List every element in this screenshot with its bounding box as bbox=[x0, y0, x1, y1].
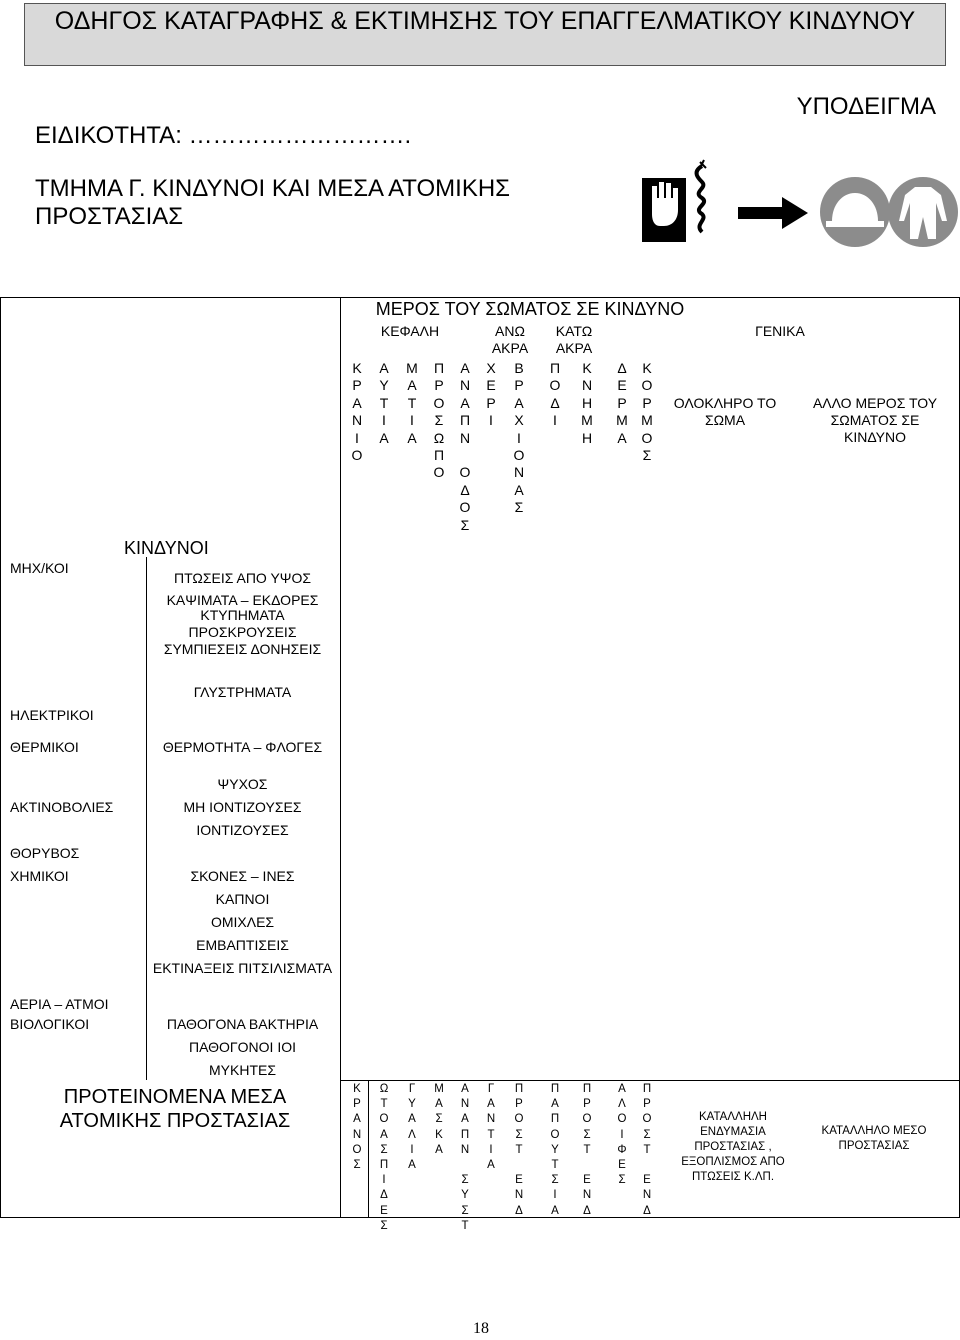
header-column-2: Μ Α Τ Ι Α bbox=[406, 360, 418, 446]
ppe-column-1: Ω Τ Ο Α Σ Π Ι Δ Ε Σ bbox=[379, 1083, 389, 1232]
ppe-column-8: Π Ρ Ο Σ Τ Ε Ν Δ bbox=[582, 1083, 592, 1217]
page-title: ΟΔΗΓΟΣ ΚΑΤΑΓΡΑΦΗΣ & ΕΚΤΙΜΗΣΗΣ ΤΟΥ ΕΠΑΓΓΕΛΜΑΤΙΚΟΥ ΚΙΝΔΥΝΟΥ bbox=[54, 7, 916, 35]
ppe-general: ΚΑΤΑΛΛΗΛΗ ΕΝΔΥΜΑΣΙΑ ΠΡΟΣΤΑΣΙΑΣ , ΕΞΟΠΛΙΣΜΟΣ ΑΠΟ ΠΤΩΣΕΙΣ Κ.ΛΠ. bbox=[681, 1111, 785, 1183]
header-other-part: ΑΛΛΟ ΜΕΡΟΣ ΤΟΥ ΣΩΜΑΤΟΣ ΣΕ ΚΙΝΔΥΝΟ bbox=[812, 395, 938, 445]
ppe-column-9: Α Λ Ο Ι Φ Ε Σ bbox=[617, 1083, 627, 1187]
ppe-column-3: Μ Α Σ Κ Α bbox=[434, 1083, 444, 1156]
category-thermal: ΘΕΡΜΙΚΟΙ bbox=[10, 739, 79, 755]
hazard-item: ΚΑΨΙΜΑΤΑ – ΕΚΔΟΡΕΣ bbox=[166, 592, 319, 608]
title-box bbox=[24, 3, 946, 66]
arrow-right-icon bbox=[738, 195, 808, 231]
hazard-item: ΜΥΚΗΤΕΣ bbox=[209, 1062, 276, 1078]
coverall-icon bbox=[888, 177, 958, 247]
header-group-general: ΓΕΝΙΚΑ bbox=[755, 323, 805, 339]
hazard-item: ΚΤΥΠΗΜΑΤΑ ΠΡΟΣΚΡΟΥΣΕΙΣ ΣΥΜΠΙΕΣΕΙΣ ΔΟΝΗΣΕΙΣ bbox=[163, 607, 322, 657]
category-electrical: ΗΛΕΚΤΡΙΚΟΙ bbox=[10, 707, 94, 723]
header-column-8: Κ Ν Η Μ Η bbox=[581, 360, 593, 446]
specialty-line: ΕΙΔΙΚΟΤΗΤΑ: ………………………. bbox=[35, 122, 412, 149]
header-column-7: Π Ο Δ Ι bbox=[549, 360, 561, 429]
hazard-item: ΜΗ ΙΟΝΤΙΖΟΥΣΕΣ bbox=[183, 799, 302, 815]
header-group-upper: ΑΝΩ ΑΚΡΑ bbox=[491, 323, 529, 356]
hazard-item: ΨΥΧΟΣ bbox=[217, 776, 268, 792]
header-column-9: Δ Ε Ρ Μ Α bbox=[616, 360, 628, 446]
hazard-item: ΘΕΡΜΟΤΗΤΑ – ΦΛΟΓΕΣ bbox=[162, 739, 323, 755]
header-group-head: ΚΕΦΑΛΗ bbox=[380, 323, 440, 339]
example-label: ΥΠΟΔΕΙΓΜΑ bbox=[796, 93, 936, 120]
category-mechanical: ΜΗΧ/ΚΟΙ bbox=[10, 560, 69, 576]
header-column-10: Κ Ο Ρ Μ Ο Σ bbox=[641, 360, 653, 464]
hazard-item: ΕΚΤΙΝΑΞΕΙΣ ΠΙΤΣΙΛΙΣΜΑΤΑ bbox=[152, 960, 333, 976]
header-main: ΜΕΡΟΣ ΤΟΥ ΣΩΜΑΤΟΣ ΣΕ ΚΙΝΔΥΝΟ bbox=[375, 299, 685, 319]
hazard-item: ΙΟΝΤΙΖΟΥΣΕΣ bbox=[196, 822, 289, 838]
header-column-4: Α Ν Α Π Ν Ο Δ Ο Σ bbox=[459, 360, 471, 533]
hazard-item: ΓΛΥΣΤΡΗΜΑΤΑ bbox=[193, 684, 292, 700]
ppe-column-2: Γ Υ Α Λ Ι Α bbox=[408, 1083, 416, 1172]
hazard-item: ΠΑΘΟΓΟΝΟΙ ΙΟΙ bbox=[189, 1039, 296, 1055]
hazard-item: ΚΑΠΝΟΙ bbox=[215, 891, 270, 907]
header-column-0: Κ Ρ Α Ν Ι Ο bbox=[351, 360, 363, 464]
glove-warning-icon bbox=[640, 160, 714, 245]
header-group-lower: ΚΑΤΩ ΑΚΡΑ bbox=[555, 323, 593, 356]
ppe-column-4: Α Ν Α Π Ν Σ Υ Σ Τ bbox=[460, 1083, 470, 1232]
page-number: 18 bbox=[473, 1320, 489, 1337]
header-column-5: Χ Ε Ρ Ι bbox=[486, 360, 496, 429]
section-title: ΤΜΗΜΑ Γ. ΚΙΝΔΥΝΟΙ ΚΑΙ ΜΕΣΑ ΑΤΟΜΙΚΗΣ ΠΡΟΣΤΑΣΙΑΣ bbox=[35, 175, 511, 230]
ppe-column-0: Κ Ρ Α Ν Ο Σ bbox=[352, 1083, 362, 1172]
header-column-1: Α Υ Τ Ι Α bbox=[379, 360, 389, 446]
category-gases: ΑΕΡΙΑ – ΑΤΜΟΙ bbox=[10, 996, 109, 1012]
ppe-column-10: Π Ρ Ο Σ Τ Ε Ν Δ bbox=[642, 1083, 652, 1217]
category-noise: ΘΟΡΥΒΟΣ bbox=[10, 845, 80, 861]
hazard-item: ΟΜΙΧΛΕΣ bbox=[210, 914, 275, 930]
header-whole-body: ΟΛΟΚΛΗΡΟ ΤΟ ΣΩΜΑ bbox=[673, 395, 777, 428]
ppe-title: ΠΡΟΤΕΙΝΟΜΕΝΑ ΜΕΣΑ ΑΤΟΜΙΚΗΣ ΠΡΟΣΤΑΣΙΑΣ bbox=[59, 1086, 291, 1132]
ppe-other: ΚΑΤΑΛΛΗΛΟ ΜΕΣΟ ΠΡΟΣΤΑΣΙΑΣ bbox=[821, 1125, 927, 1152]
ppe-column-7: Π Α Π Ο Υ Τ Σ Ι Α bbox=[550, 1083, 560, 1217]
hazard-item: ΠΤΩΣΕΙΣ ΑΠΟ ΥΨΟΣ bbox=[173, 570, 312, 586]
header-column-6: Β Ρ Α Χ Ι Ο Ν Α Σ bbox=[513, 360, 525, 516]
header-column-3: Π Ρ Ο Σ Ω Π Ο bbox=[433, 360, 445, 481]
ppe-column-5: Γ Α Ν Τ Ι Α bbox=[486, 1083, 496, 1172]
hazards-title: ΚΙΝΔΥΝΟΙ bbox=[124, 538, 209, 558]
category-radiation: ΑΚΤΙΝΟΒΟΛΙΕΣ bbox=[10, 799, 114, 815]
category-biological: ΒΙΟΛΟΓΙΚΟΙ bbox=[10, 1016, 90, 1032]
hazard-item: ΣΚΟΝΕΣ – ΙΝΕΣ bbox=[190, 868, 295, 884]
category-chemical: ΧΗΜΙΚΟΙ bbox=[10, 868, 69, 884]
hazard-item: ΕΜΒΑΠΤΙΣΕΙΣ bbox=[196, 937, 289, 953]
ppe-column-6: Π Ρ Ο Σ Τ Ε Ν Δ bbox=[514, 1083, 524, 1217]
helmet-icon bbox=[820, 177, 890, 247]
hazard-item: ΠΑΘΟΓΟΝΑ ΒΑΚΤΗΡΙΑ bbox=[166, 1016, 319, 1032]
